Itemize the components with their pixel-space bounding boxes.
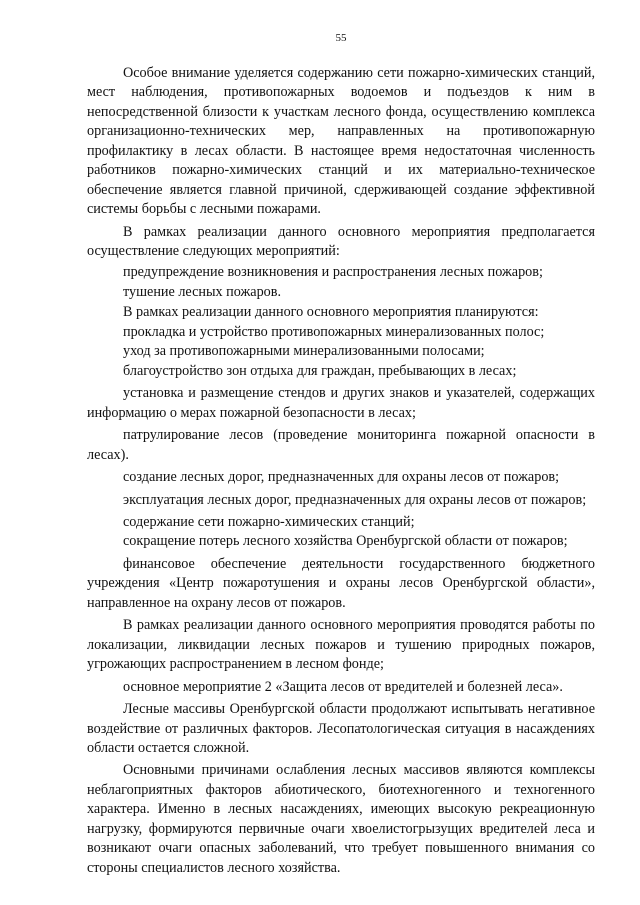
list-item-fire-station-network: содержание сети пожарно-химических станций;: [123, 513, 415, 530]
list-item-forest-roads-operation: эксплуатация лесных дорог, предназначенных для охраны лесов от пожаров;: [123, 491, 587, 508]
list-item-forest-patrolling: патрулирование лесов (проведение мониторинга пожарной опасности в лесах).: [87, 427, 595, 463]
list-item-recreation-zones: благоустройство зон отдыха для граждан, пребывающих в лесах;: [123, 362, 517, 379]
paragraph-planned-works-intro: В рамках реализации данного основного мероприятия планируются:: [123, 304, 539, 321]
list-item-financial-support: финансовое обеспечение деятельности государственного бюджетного учреждения «Центр пожаротушения и охраны лесов Оренбургской области», направленное на охрану лесов от пожаров.: [87, 555, 595, 611]
document-page: [87, 30, 595, 878]
list-item-firebreak-maintenance: уход за противопожарными минерализованными полосами;: [123, 343, 485, 360]
paragraph-planned-measures-intro: В рамках реализации данного основного мероприятия предполагается осуществление следующих мероприятий:: [87, 223, 595, 260]
list-item-firebreak-construction: прокладка и устройство противопожарных минерализованных полос;: [123, 323, 545, 340]
paragraph-localization-works: В рамках реализации данного основного мероприятия проводятся работы по локализации, ликвидации лесных пожаров и тушению природных пожаров, угрожающих распространением в лесном фонде;: [87, 617, 595, 673]
list-item-fire-prevention: предупреждение возникновения и распространения лесных пожаров;: [123, 263, 543, 280]
paragraph-fire-station-focus: Особое внимание уделяется содержанию сети пожарно-химических станций, мест наблюдения, противопожарных водоемов и подъездов к ним в непосредственной близости к участкам лесного фонда, осуществлению комплекса организационно-технических мер, направленных на противопожарную профилактику в лесах области. В настоящее время недостаточная численность работников пожарно-химических станций и их материально-техническое обеспечение является главной причиной, сдерживающей создание эффективной системы борьбы с лесными пожарами.: [87, 65, 595, 218]
paragraph-weakening-causes: Основными причинами ослабления лесных массивов являются комплексы неблагоприятных факторов абиотического, биотехногенного и техногенного характера. Именно в лесных насаждениях, имеющих высокую рекреационную нагрузку, формируются первичные очаги хвоелистогрызущих вредителей леса и возникают очаги опасных заболеваний, что требует повышенного внимания со стороны специалистов лесного хозяйства.: [87, 762, 595, 876]
page-number: 55: [335, 32, 347, 44]
paragraph-main-measure-2: основное мероприятие 2 «Защита лесов от вредителей и болезней леса».: [123, 678, 563, 695]
list-item-safety-signs: установка и размещение стендов и других знаков и указателей, содержащих информацию о мерах пожарной безопасности в лесах;: [87, 385, 595, 421]
document-body: [87, 64, 595, 878]
list-item-forest-roads-creation: создание лесных дорог, предназначенных для охраны лесов от пожаров;: [123, 469, 560, 486]
paragraph-forest-pathology: Лесные массивы Оренбургской области продолжают испытывать негативное воздействие от различных факторов. Лесопатологическая ситуация в насаждениях области остается сложной.: [87, 701, 595, 756]
list-item-fire-suppression: тушение лесных пожаров.: [123, 283, 282, 300]
list-item-loss-reduction: сокращение потерь лесного хозяйства Оренбургской области от пожаров;: [123, 533, 568, 550]
